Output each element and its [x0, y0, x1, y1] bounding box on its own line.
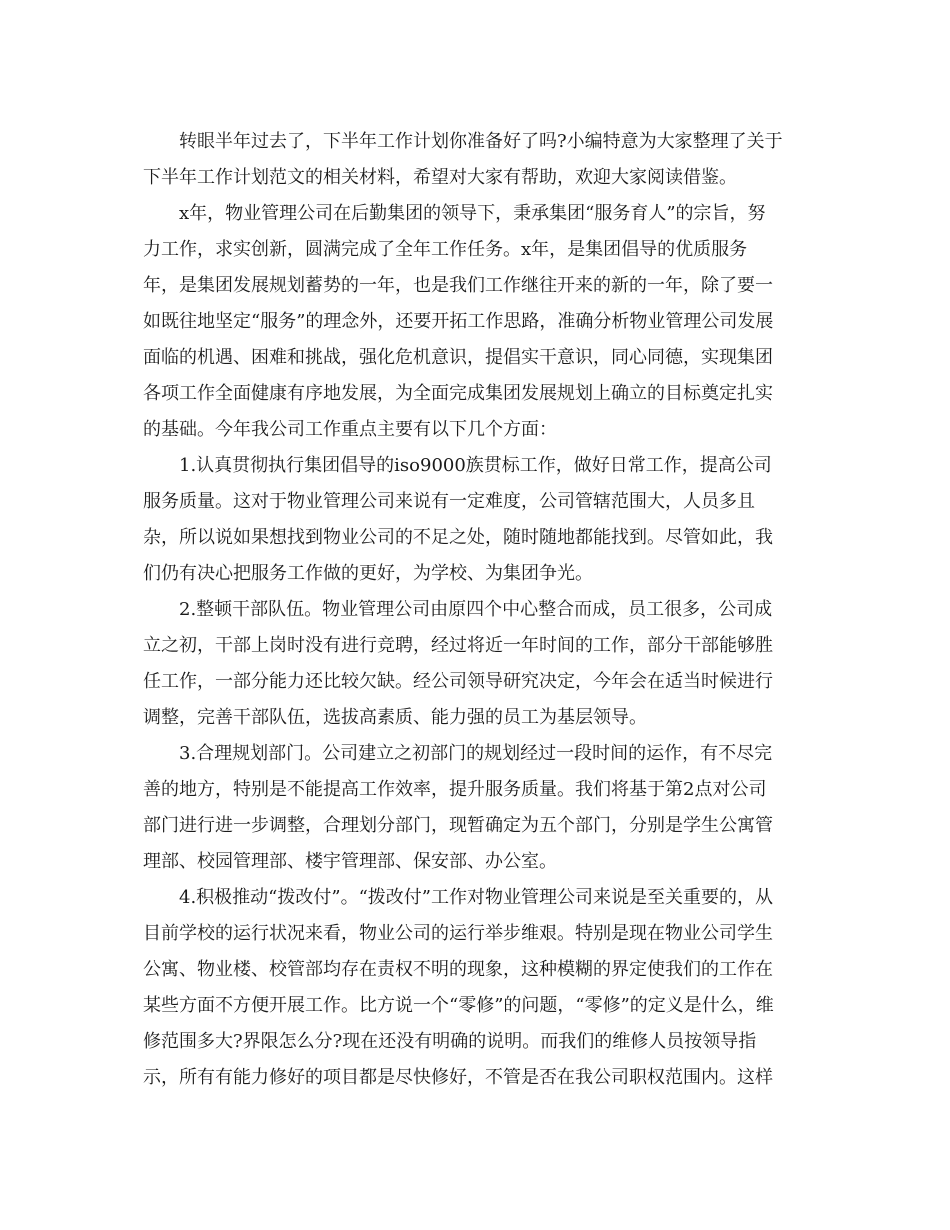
text-line: 如既往地坚定“服务”的理念外，还要开拓工作思路，准确分析物业管理公司发展: [143, 311, 774, 332]
paragraph-item-3: [143, 736, 813, 880]
text-line: 服务质量。这对于物业管理公司来说有一定难度，公司管辖范围大，人员多且: [143, 491, 755, 512]
text-line: 修范围多大?界限怎么分?现在还没有明确的说明。而我们的维修人员按领导指: [143, 1031, 757, 1052]
text-line: 某些方面不方便开展工作。比方说一个“零修”的问题，“零修”的定义是什么，维: [143, 995, 774, 1016]
text-line: 调整，完善干部队伍，选拔高素质、能力强的员工为基层领导。: [143, 707, 647, 728]
text-line: 们仍有决心把服务工作做的更好，为学校、为集团争光。: [143, 563, 593, 584]
text-line: 2.整顿干部队伍。物业管理公司由原四个中心整合而成，员工很多，公司成: [143, 599, 773, 620]
paragraph-overview: [143, 196, 813, 448]
text-line: 任工作，一部分能力还比较欠缺。经公司领导研究决定，今年会在适当时候进行: [143, 671, 773, 692]
text-line: x年，物业管理公司在后勤集团的领导下，秉承集团“服务育人”的宗旨，努: [143, 203, 766, 224]
text-line: 杂，所以说如果想找到物业公司的不足之处，随时随地都能找到。尽管如此，我: [143, 527, 773, 548]
text-line: 1.认真贯彻执行集团倡导的iso9000族贯标工作，做好日常工作，提高公司: [143, 455, 772, 476]
paragraph-item-2: [143, 592, 813, 736]
document-body: [143, 124, 813, 1096]
text-line: 理部、校园管理部、楼宇管理部、保安部、办公室。: [143, 851, 557, 872]
paragraph-item-4: [143, 880, 813, 1096]
text-line: 目前学校的运行状况来看，物业公司的运行举步维艰。特别是现在物业公司学生: [143, 923, 773, 944]
text-line: 的基础。今年我公司工作重点主要有以下几个方面：: [143, 419, 557, 440]
text-line: 3.合理规划部门。公司建立之初部门的规划经过一段时间的运作，有不尽完: [143, 743, 773, 764]
paragraph-item-1: [143, 448, 813, 592]
text-line: 转眼半年过去了，下半年工作计划你准备好了吗?小编特意为大家整理了关于: [143, 131, 783, 152]
text-line: 部门进行进一步调整，合理划分部门，现暂确定为五个部门，分别是学生公寓管: [143, 815, 773, 836]
text-line: 下半年工作计划范文的相关材料，希望对大家有帮助，欢迎大家阅读借鉴。: [143, 167, 737, 188]
text-line: 善的地方，特别是不能提高工作效率，提升服务质量。我们将基于第2点对公司: [143, 779, 767, 800]
text-line: 面临的机遇、困难和挑战，强化危机意识，提倡实干意识，同心同德，实现集团: [143, 347, 773, 368]
text-line: 示，所有有能力修好的项目都是尽快修好，不管是否在我公司职权范围内。这样: [143, 1067, 773, 1088]
text-line: 年，是集团发展规划蓄势的一年，也是我们工作继往开来的新的一年，除了要一: [143, 275, 773, 296]
text-line: 力工作，求实创新，圆满完成了全年工作任务。x年，是集团倡导的优质服务: [143, 239, 748, 260]
text-line: 各项工作全面健康有序地发展，为全面完成集团发展规划上确立的目标奠定扎实: [143, 383, 773, 404]
text-line: 立之初，干部上岗时没有进行竞聘，经过将近一年时间的工作，部分干部能够胜: [143, 635, 773, 656]
text-line: 4.积极推动“拨改付”。“拨改付”工作对物业管理公司来说是至关重要的，从: [143, 887, 773, 908]
text-line: 公寓、物业楼、校管部均存在责权不明的现象，这种模糊的界定使我们的工作在: [143, 959, 773, 980]
paragraph-intro: [143, 124, 813, 196]
